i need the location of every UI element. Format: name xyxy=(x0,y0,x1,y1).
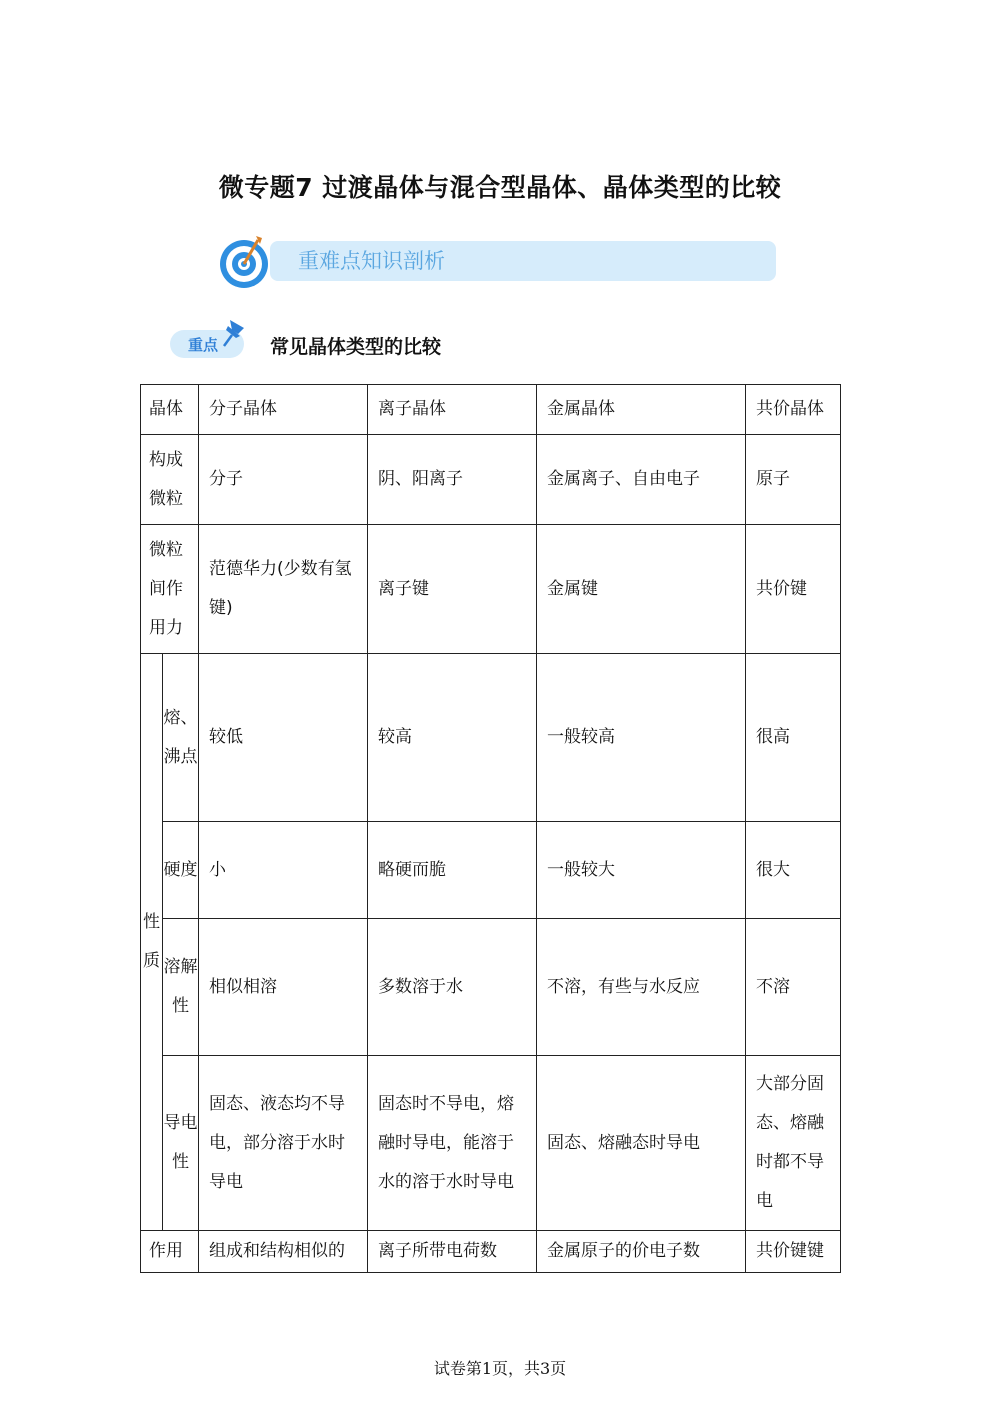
keypoint-title: 常见晶体类型的比较 xyxy=(270,336,442,358)
table-cell: 固态、液态均不导电，部分溶于水时导电 xyxy=(199,1056,368,1231)
row-label: 微粒间作用力 xyxy=(141,525,199,654)
header-cell: 共价晶体 xyxy=(746,385,841,435)
crystal-comparison-table xyxy=(140,384,841,1273)
table-cell: 略硬而脆 xyxy=(368,822,537,919)
table-cell: 共价键键 xyxy=(746,1231,841,1273)
header-cell: 分子晶体 xyxy=(199,385,368,435)
keypoint-badge-label: 重点 xyxy=(188,336,219,354)
table-cell: 固态时不导电，熔融时导电，能溶于水的溶于水时导电 xyxy=(368,1056,537,1231)
property-group-label: 性质 xyxy=(141,654,163,1231)
target-icon xyxy=(218,234,274,290)
page-footer: 试卷第1页，共3页 xyxy=(433,1359,567,1378)
table-cell: 很大 xyxy=(746,822,841,919)
table-cell: 一般较高 xyxy=(537,654,746,822)
row-label: 作用 xyxy=(141,1231,199,1273)
table-cell: 原子 xyxy=(746,435,841,525)
row-label: 硬度 xyxy=(163,822,199,919)
table-cell: 较高 xyxy=(368,654,537,822)
table-cell: 一般较大 xyxy=(537,822,746,919)
table-cell: 阴、阳离子 xyxy=(368,435,537,525)
table-cell: 共价键 xyxy=(746,525,841,654)
header-cell: 离子晶体 xyxy=(368,385,537,435)
table-cell: 不溶，有些与水反应 xyxy=(537,919,746,1056)
table-header-row xyxy=(141,385,841,435)
table-cell: 范德华力(少数有氢键) xyxy=(199,525,368,654)
table-cell: 金属原子的价电子数 xyxy=(537,1231,746,1273)
row-label: 熔、沸点 xyxy=(163,654,199,822)
table-row xyxy=(141,822,841,919)
pushpin-icon xyxy=(222,318,248,348)
table-row xyxy=(141,919,841,1056)
table-cell: 相似相溶 xyxy=(199,919,368,1056)
table-cell: 大部分固态、熔融时都不导电 xyxy=(746,1056,841,1231)
table-row xyxy=(141,435,841,525)
header-cell: 金属晶体 xyxy=(537,385,746,435)
banner-title: 重难点知识剖析 xyxy=(298,249,445,273)
table-cell: 金属离子、自由电子 xyxy=(537,435,746,525)
table-cell: 多数溶于水 xyxy=(368,919,537,1056)
section-banner xyxy=(218,234,780,290)
table-cell: 离子所带电荷数 xyxy=(368,1231,537,1273)
table-cell: 较低 xyxy=(199,654,368,822)
table-cell: 小 xyxy=(199,822,368,919)
row-label: 溶解性 xyxy=(163,919,199,1056)
table-cell: 不溶 xyxy=(746,919,841,1056)
table-row xyxy=(141,654,841,822)
row-label: 导电性 xyxy=(163,1056,199,1231)
page-title: 微专题7 过渡晶体与混合型晶体、晶体类型的比较 xyxy=(218,173,782,202)
table-cell: 固态、熔融态时导电 xyxy=(537,1056,746,1231)
table-row xyxy=(141,525,841,654)
table-row xyxy=(141,1056,841,1231)
row-label: 构成微粒 xyxy=(141,435,199,525)
table-cell: 很高 xyxy=(746,654,841,822)
keypoint-header xyxy=(170,318,490,362)
table-cell: 分子 xyxy=(199,435,368,525)
table-cell: 离子键 xyxy=(368,525,537,654)
table-cell: 金属键 xyxy=(537,525,746,654)
table-row xyxy=(141,1231,841,1273)
header-cell: 晶体 xyxy=(141,385,199,435)
table-cell: 组成和结构相似的 xyxy=(199,1231,368,1273)
